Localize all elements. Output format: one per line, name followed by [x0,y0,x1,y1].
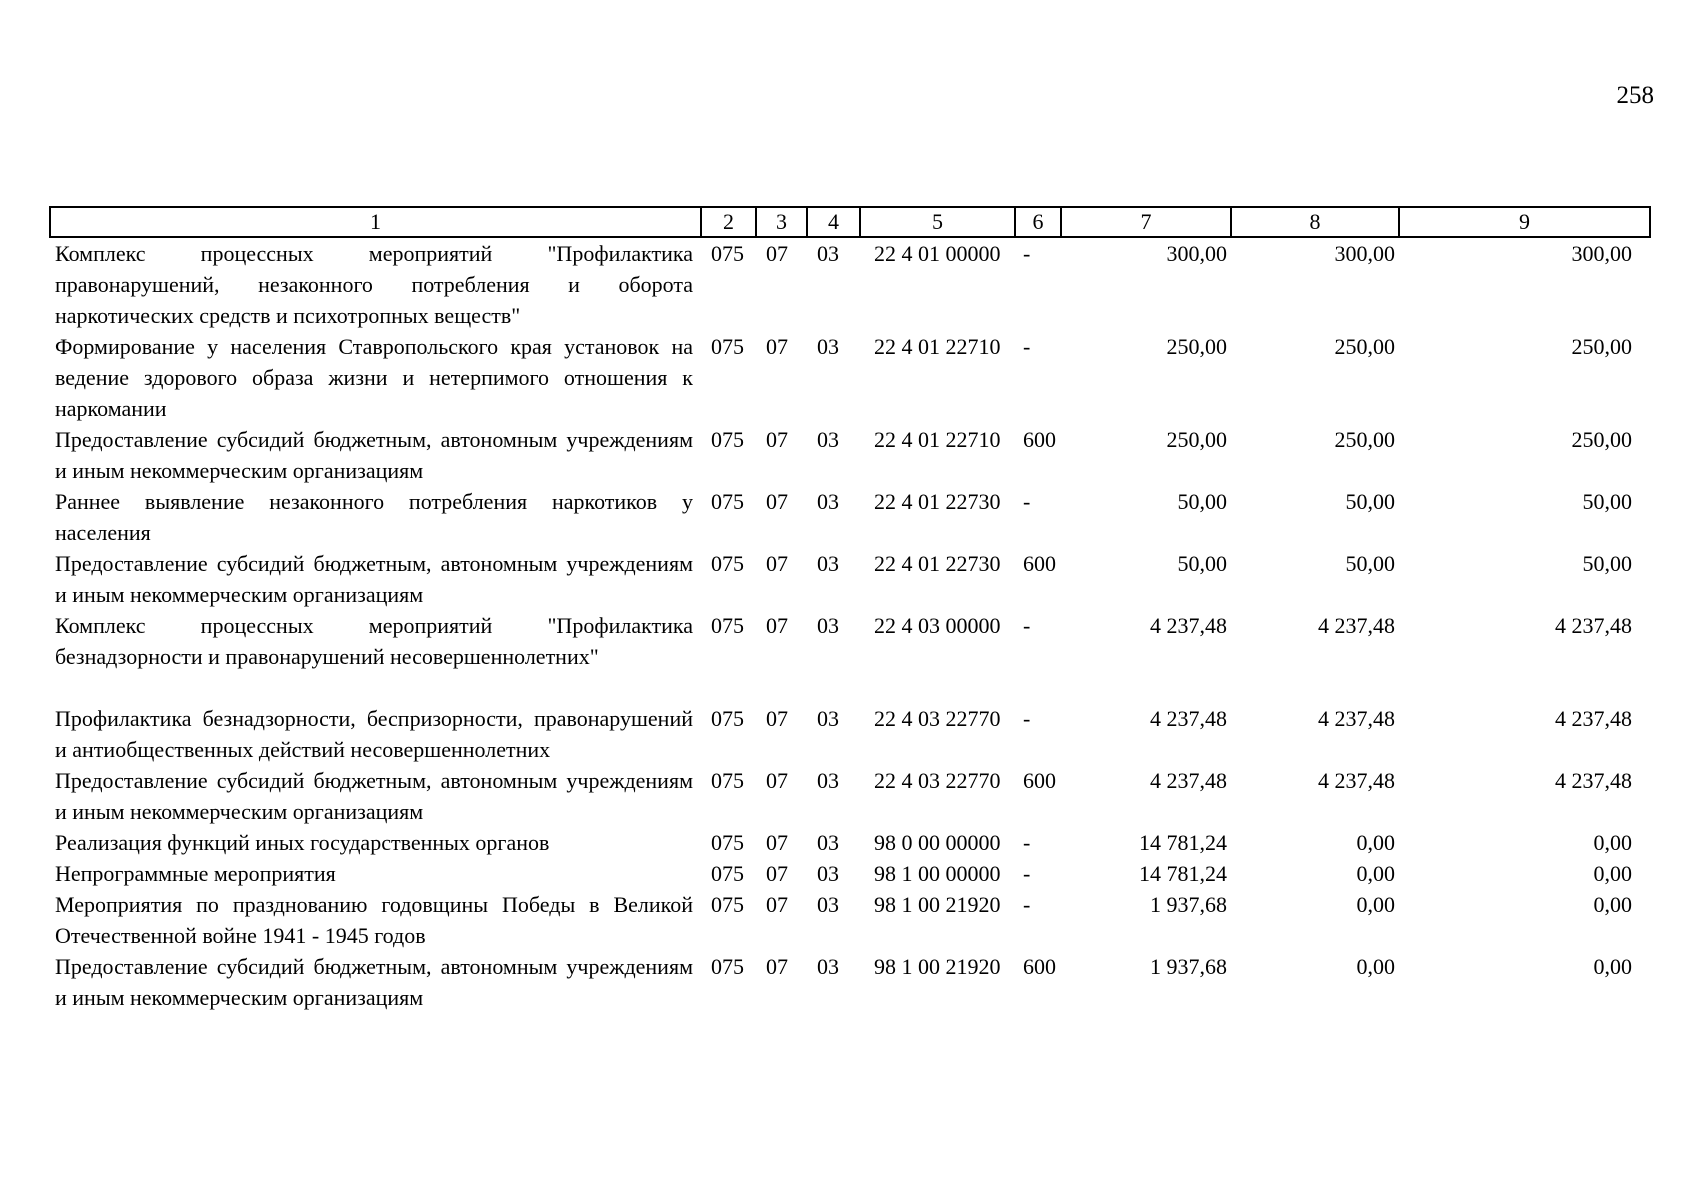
row-amount-col8: 0,00 [1356,861,1395,886]
row-name: Предоставление субсидий бюджетным, автономным учреждениям и иным некоммерческим организациям [55,427,693,483]
row-subsection: 03 [817,830,839,855]
row-target-code: 22 4 03 00000 [874,613,1001,638]
header-row [50,207,1650,237]
row-amount-col7: 250,00 [1166,334,1227,359]
row-admin-code: 075 [711,954,744,979]
row-section: 07 [766,334,788,359]
row-amount-col8: 50,00 [1345,551,1395,576]
row-amount-col9: 300,00 [1571,241,1632,266]
row-amount-col9: 250,00 [1571,334,1632,359]
row-name: Мероприятия по празднованию годовщины Победы в Великой Отечественной войне 1941 - 1945 годов [55,892,693,948]
row-amount-col7: 1 937,68 [1150,892,1227,917]
row-amount-col8: 50,00 [1345,489,1395,514]
row-expense-type: - [1023,489,1031,514]
row-subsection: 03 [817,861,839,886]
row-amount-col8: 0,00 [1356,954,1395,979]
table-row [50,765,1650,827]
header-cell-1: 1 [50,207,701,237]
table-body [50,237,1650,1013]
row-target-code: 22 4 03 22770 [874,706,1001,731]
row-expense-type: - [1023,830,1031,855]
row-admin-code: 075 [711,334,744,359]
table-row [50,331,1650,424]
row-expense-type: - [1023,861,1031,886]
row-amount-col9: 0,00 [1593,954,1632,979]
header-cell-8: 8 [1231,207,1399,237]
row-amount-col9: 0,00 [1593,830,1632,855]
row-amount-col7: 4 237,48 [1150,768,1227,793]
row-target-code: 98 1 00 21920 [874,954,1001,979]
row-admin-code: 075 [711,427,744,452]
row-amount-col7: 14 781,24 [1139,830,1227,855]
row-admin-code: 075 [711,830,744,855]
row-expense-type: - [1023,334,1031,359]
header-cell-9: 9 [1399,207,1650,237]
row-name: Непрограммные мероприятия [55,861,336,886]
header-cell-2: 2 [701,207,756,237]
row-section: 07 [766,861,788,886]
row-target-code: 98 0 00 00000 [874,830,1001,855]
row-admin-code: 075 [711,241,744,266]
row-amount-col8: 250,00 [1334,427,1395,452]
row-amount-col7: 1 937,68 [1150,954,1227,979]
row-amount-col8: 4 237,48 [1318,768,1395,793]
row-section: 07 [766,427,788,452]
row-admin-code: 075 [711,613,744,638]
table-row [50,858,1650,889]
row-section: 07 [766,954,788,979]
row-admin-code: 075 [711,706,744,731]
row-admin-code: 075 [711,892,744,917]
row-amount-col9: 50,00 [1582,551,1632,576]
row-amount-col7: 14 781,24 [1139,861,1227,886]
row-section: 07 [766,489,788,514]
table-row [50,703,1650,765]
row-subsection: 03 [817,489,839,514]
row-amount-col7: 50,00 [1177,551,1227,576]
row-subsection: 03 [817,768,839,793]
row-subsection: 03 [817,613,839,638]
row-subsection: 03 [817,706,839,731]
row-subsection: 03 [817,241,839,266]
row-admin-code: 075 [711,768,744,793]
table-row [50,237,1650,331]
row-expense-type: - [1023,613,1031,638]
row-amount-col9: 0,00 [1593,861,1632,886]
row-amount-col9: 250,00 [1571,427,1632,452]
page-number: 258 [1616,82,1654,109]
table-header [50,207,1650,237]
row-amount-col9: 4 237,48 [1555,768,1632,793]
row-section: 07 [766,830,788,855]
row-amount-col7: 50,00 [1177,489,1227,514]
row-name: Предоставление субсидий бюджетным, автономным учреждениям и иным некоммерческим организациям [55,954,693,1010]
row-expense-type: 600 [1023,551,1056,576]
row-admin-code: 075 [711,551,744,576]
row-target-code: 22 4 01 22710 [874,334,1001,359]
row-amount-col7: 300,00 [1166,241,1227,266]
header-cell-5: 5 [860,207,1015,237]
row-target-code: 98 1 00 00000 [874,861,1001,886]
row-subsection: 03 [817,954,839,979]
budget-table [49,206,1651,1013]
row-target-code: 22 4 03 22770 [874,768,1001,793]
row-target-code: 22 4 01 22710 [874,427,1001,452]
row-name: Комплекс процессных мероприятий "Профилактика безнадзорности и правонарушений несовершеннолетних" [55,613,693,669]
header-cell-6: 6 [1015,207,1061,237]
row-target-code: 22 4 01 22730 [874,489,1001,514]
table-row [50,424,1650,486]
header-cell-4: 4 [807,207,860,237]
row-name: Раннее выявление незаконного потребления наркотиков у населения [55,489,693,545]
row-amount-col7: 250,00 [1166,427,1227,452]
row-section: 07 [766,768,788,793]
row-target-code: 22 4 01 22730 [874,551,1001,576]
row-expense-type: 600 [1023,768,1056,793]
row-amount-col9: 50,00 [1582,489,1632,514]
row-admin-code: 075 [711,489,744,514]
row-target-code: 98 1 00 21920 [874,892,1001,917]
row-name: Профилактика безнадзорности, беспризорности, правонарушений и антиобщественных действий несовершеннолетних [55,706,693,762]
row-section: 07 [766,551,788,576]
row-expense-type: - [1023,706,1031,731]
table-row [50,486,1650,548]
row-section: 07 [766,892,788,917]
row-amount-col7: 4 237,48 [1150,706,1227,731]
row-section: 07 [766,706,788,731]
header-cell-7: 7 [1061,207,1231,237]
table-row [50,827,1650,858]
table-row [50,610,1650,703]
row-name: Предоставление субсидий бюджетным, автономным учреждениям и иным некоммерческим организациям [55,551,693,607]
row-expense-type: - [1023,892,1031,917]
row-amount-col8: 300,00 [1334,241,1395,266]
row-amount-col8: 4 237,48 [1318,706,1395,731]
header-cell-3: 3 [756,207,807,237]
row-amount-col8: 0,00 [1356,892,1395,917]
row-amount-col9: 4 237,48 [1555,706,1632,731]
row-name: Комплекс процессных мероприятий "Профилактика правонарушений, незаконного потребления и оборота наркотических средств и психотропных веществ" [55,241,693,328]
row-subsection: 03 [817,892,839,917]
row-amount-col9: 0,00 [1593,892,1632,917]
row-amount-col9: 4 237,48 [1555,613,1632,638]
row-expense-type: - [1023,241,1031,266]
row-target-code: 22 4 01 00000 [874,241,1001,266]
table-row [50,889,1650,951]
table-row [50,548,1650,610]
row-name: Предоставление субсидий бюджетным, автономным учреждениям и иным некоммерческим организациям [55,768,693,824]
row-expense-type: 600 [1023,954,1056,979]
row-section: 07 [766,613,788,638]
row-subsection: 03 [817,334,839,359]
row-name: Реализация функций иных государственных органов [55,830,550,855]
row-amount-col8: 4 237,48 [1318,613,1395,638]
row-amount-col8: 0,00 [1356,830,1395,855]
table-row [50,951,1650,1013]
row-expense-type: 600 [1023,427,1056,452]
row-amount-col8: 250,00 [1334,334,1395,359]
row-admin-code: 075 [711,861,744,886]
row-subsection: 03 [817,427,839,452]
row-subsection: 03 [817,551,839,576]
row-amount-col7: 4 237,48 [1150,613,1227,638]
row-section: 07 [766,241,788,266]
row-name: Формирование у населения Ставропольского края установок на ведение здорового образа жизни и нетерпимого отношения к наркомании [55,334,693,421]
